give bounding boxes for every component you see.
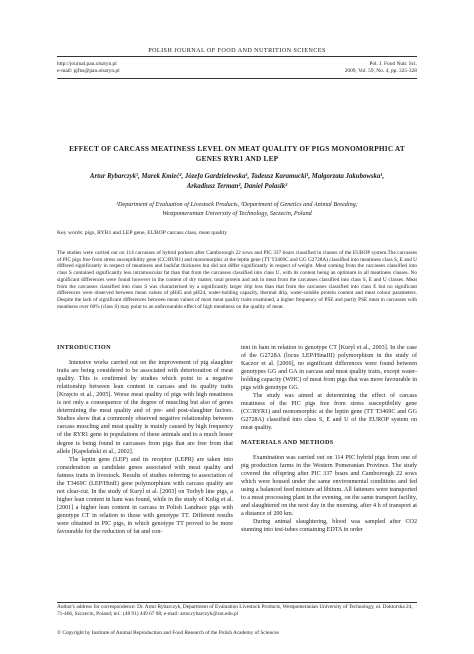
body-column-left xyxy=(57,344,233,536)
intro-paragraph-aim: The study was aimed at determining the effect of carcass meatiness of the PIC pigs free from stress susceptibility gene (CC/RYR1) and monomorphic at the leptin gene (TT T3469C and GG G2728A) classified into class S, E and U of the EUROP system on meat quality. xyxy=(241,393,417,432)
intro-paragraph-3: tent in ham in relation to genotype CT [Kuryl et al., 2003]. In the case of the G2728A (locus LEP/HinaIII) polymorphism in the study of Kaczor et al. [2006], no significant differences were found between genotypes GG and GA in carcass and meat quality traits, except water-holding capacity (WHC) of meat from pigs that was more favourable in pigs with genotype GG. xyxy=(241,345,417,392)
footnote-rule xyxy=(57,602,417,603)
affiliations xyxy=(57,201,417,218)
methods-paragraph-1: Examination was carried out on 114 PIC hybrid pigs from one of pig production farms in the Western Pomeranian Province. The study covered the offspring after PIC 337 boars and Camborough 22 sows which were housed under the same environmental conditions and fed using a balanced feed mixture ad libitum. All fatteners were transported to a meat processing plant in the evening, on the same transport facility, and slaughtered on the next day in the morning, after 4 h of transport at a distance of 200 km. xyxy=(241,454,417,517)
abstract: The studies were carried out on 114 carcasses of hybrid porkers after Camborough 22 sows and PIC 337 boars classified in classes of the EUROP system.The carcasses of PIC pigs free from stress susceptibility gene (CC/RYR1) and monomorphic at the leptin gene (TT T3469C and GG G2728A) classified into meatiness class S, E and U differed significantly in respect of meatiness and backfat thickness but did not differ significantly in respect of weight. Meat coming from the carcasses classified into class S contained significantly less intramuscular fat than that from the carcasses classified into class U, with its content being an optimum in all meatiness classes. No significant differences were found however in the content of dry matter, total protein and ash in meat from the carcasses classified into class S, E and U classes. Meat from the carcasses classified into class S was characterised by a significantly larger drip loss than that from the carcasses classified into class E but no significant differences were observed between mean values of pH45 and pH24, water-holding capacity, thermal drip, water-soluble protein content and meat colour parameters. Despite the lack of significant differences between mean values of most meat quality traits examined, a higher frequency of PSE and partly PSE meat in carcasses with meatiness over 60% (class S) may point to an unfavourable effect of high meatiness on the quality of meat. xyxy=(57,250,417,310)
authors-line-1: Artur Rybarczyk¹, Marek Kmieć², Józefa Gardzielewska¹, Tadeusz Karamucki¹, Małgorzata Jakubowska¹, xyxy=(89,173,385,180)
journal-url[interactable]: http://journal.pan.olsztyn.pl xyxy=(57,61,117,67)
paper-title: EFFECT OF CARCASS MEATINESS LEVEL ON MEAT QUALITY OF PIGS MONOMORPHIC AT GENES RYR1 AND LEP xyxy=(69,144,405,163)
section-heading-methods: MATERIALS AND METHODS xyxy=(241,438,334,446)
keywords: Key words: pigs, RYR1 and LEP gene, EUROP carcass class, meat quality xyxy=(57,230,228,236)
correspondence-footnote: Author's address for correspondence: Dr. Artur Rybarczyk, Department of Evaluation Livestock Products, Westpomeranian University of Technology, ul. Doktorska 24, 71-466, Szczecin, Poland; tel.: (48 91) 449 67 08; e-mail: artur.rybarczyk@zut.edu.pl xyxy=(57,604,413,617)
journal-email[interactable]: e-mail: pjfns@pan.olsztyn.pl xyxy=(57,68,120,74)
copyright-notice: © Copyright by Institute of Animal Reproduction and Food Research of the Polish Academy of Sciences xyxy=(57,630,279,636)
author-list xyxy=(57,172,417,191)
journal-name: POLISH JOURNAL OF FOOD AND NUTRITION SCIENCES xyxy=(148,47,326,54)
intro-paragraph-2: The leptin gene (LEP) and its receptor (LEPR) are taken into consideration as candidate genes associated with meat quality and fatness traits in livestock. Results of studies referring to association of the T3469C (LEP/HinfI) gene polymorphism with carcass quality are not clear-cut. In the study of Kuryl et al. [2003] on Torhyb line pigs, a higher lean content in ham was found, while in the study of Kulig et al. [2001] a higher lean content in carcass in Polish Landrace pigs with genotype CT in relation to those with genotype TT. Different results were obtained in PIC pigs, in which genotype TT proved to be more favourable for the reduction of fat and con- xyxy=(57,456,233,536)
header-rule xyxy=(57,56,417,57)
affiliation-line-1: ¹Department of Evaluation of Livestock Products, ²Department of Genetics and Animal Breeding; xyxy=(116,201,358,208)
header-rule-bottom xyxy=(57,78,417,79)
affiliation-line-2: Westpomeranian University of Technology, Szczecin, Poland xyxy=(162,209,312,217)
section-heading-introduction: INTRODUCTION xyxy=(57,344,111,351)
intro-paragraph-1: Intensive works carried out on the improvement of pig slaughter traits are being considered to be associated with deterioration of meat quality. This is confirmed by studies which point to a negative relationship between lean content in carcass and its quality traits [Krzęcio et al., 2005]. Worse meat quality of pigs with high meatiness is not only a consequence of the degree of muscling but also of genes determining the meat quality and of pre- and post-slaughter factors. Studies show that a commonly observed negative relationship between carcass muscling and meat quality is mainly caused by high frequency of the RYR1 gene in populations of these animals and to a much lesser degree is being found in carcasses from pigs that are free from that allele [Kapelański et al., 2002]. xyxy=(57,360,233,455)
journal-abbrev: Pol. J. Food Nutr. Sci. xyxy=(369,61,417,67)
methods-paragraph-2: During animal slaughtering, blood was sampled after CO2 stunning into test-tubes containing EDTA in order xyxy=(241,518,417,533)
body-column-right xyxy=(241,344,417,534)
journal-volume: 2009, Vol. 59, No. 4, pp. 325-328 xyxy=(344,68,417,74)
journal-contact xyxy=(57,61,120,75)
authors-line-2: Arkadiusz Terman², Daniel Polasik² xyxy=(186,182,288,190)
journal-citation xyxy=(345,61,417,75)
